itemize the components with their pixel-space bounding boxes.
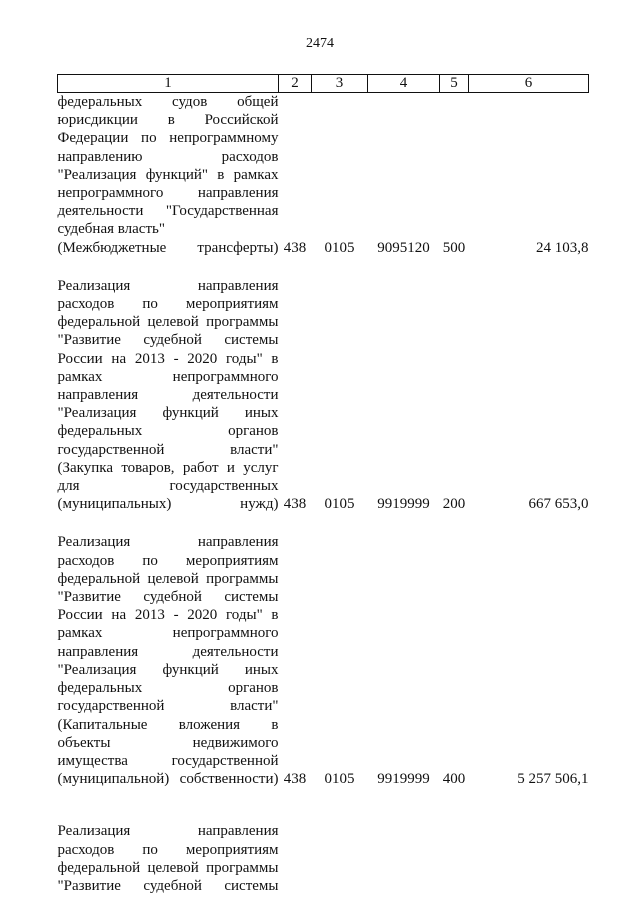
row-gl-code: 438 (283, 496, 307, 513)
row-description (58, 822, 279, 895)
row-section-code (312, 822, 368, 895)
description-line: федеральных судов общей (57, 94, 279, 110)
description-line: (муниципальной) собственности) (57, 771, 279, 788)
row-gl-code: 438 (283, 771, 307, 788)
description-line: "Реализация функций иных (57, 661, 279, 678)
description-line: расходов по мероприятиям (57, 296, 279, 313)
row-expense-type: 200 (442, 496, 466, 513)
row-section-code: 0105 (324, 771, 355, 788)
row-description (58, 533, 279, 788)
table-row (58, 533, 589, 788)
description-line: федеральных органов (57, 423, 279, 440)
description-line: направления деятельности (57, 643, 279, 660)
description-line: государственной власти" (57, 698, 279, 715)
description-line: рамках непрограммного (57, 368, 279, 385)
row-amount: 667 653,0 (528, 496, 589, 513)
row-amount: 5 257 506,1 (517, 771, 589, 788)
row-description (58, 277, 279, 514)
row-expense-type: 400 (442, 771, 466, 788)
row-target-code (368, 822, 440, 895)
description-line: (Капитальные вложения в (57, 716, 279, 733)
description-line: направления деятельности (57, 387, 279, 404)
description-line: объекты недвижимого (57, 734, 279, 751)
column-number-row (58, 75, 589, 93)
description-line: (Межбюджетные трансферты) (57, 239, 279, 256)
description-line: России на 2013 - 2020 годы" в (57, 350, 279, 367)
column-header-4: 4 (368, 75, 440, 93)
budget-table (57, 74, 589, 895)
description-line: непрограммного направления (57, 185, 279, 202)
column-header-5: 5 (440, 75, 469, 93)
description-line: направлению расходов (57, 148, 279, 165)
description-line: "Развитие судебной системы (57, 877, 279, 894)
description-line: федеральной целевой программы (57, 859, 279, 876)
description-line: судебная власть" (57, 221, 165, 238)
description-line: расходов по мероприятиям (57, 552, 279, 569)
row-target-code: 9095120 (377, 239, 430, 256)
column-header-1: 1 (58, 75, 279, 93)
description-line: "Реализация функций" в рамках (57, 166, 279, 183)
description-line: "Реализация функций иных (57, 405, 279, 422)
row-expense-type: 500 (442, 239, 466, 256)
row-target-code: 9919999 (377, 771, 430, 788)
description-line: расходов по мероприятиям (57, 841, 279, 858)
row-gl-code: 438 (283, 239, 307, 256)
row-amount: 24 103,8 (536, 239, 589, 256)
description-line: "Развитие судебной системы (57, 332, 279, 349)
description-line: федеральных органов (57, 680, 279, 697)
description-line: России на 2013 - 2020 годы" в (57, 607, 279, 624)
description-line: государственной власти" (57, 441, 279, 458)
description-line: юрисдикции в Российской (57, 112, 279, 129)
row-amount (469, 822, 589, 895)
column-header-6: 6 (469, 75, 589, 93)
description-line: федеральной целевой программы (57, 314, 279, 331)
description-line: деятельности "Государственная (57, 203, 279, 220)
description-line: федеральной целевой программы (57, 570, 279, 587)
column-header-3: 3 (312, 75, 368, 93)
description-line: имущества государственной (57, 752, 279, 769)
description-line: Реализация направления (57, 823, 279, 840)
row-section-code: 0105 (324, 496, 355, 513)
table-row (58, 277, 589, 514)
column-header-2: 2 (279, 75, 312, 93)
row-description (58, 93, 279, 257)
row-section-code: 0105 (324, 239, 355, 256)
page-number: 2474 (306, 36, 334, 51)
row-gl-code (279, 822, 312, 895)
description-line: (муниципальных) нужд) (57, 496, 279, 513)
table-row (58, 93, 589, 257)
description-line: Реализация направления (57, 534, 279, 551)
description-line: Федерации по непрограммному (57, 130, 279, 147)
description-line: для государственных (57, 478, 279, 495)
row-target-code: 9919999 (377, 496, 430, 513)
description-line: рамках непрограммного (57, 625, 279, 642)
description-line: (Закупка товаров, работ и услуг (57, 459, 279, 476)
description-line: "Развитие судебной системы (57, 589, 279, 606)
description-line: Реализация направления (57, 277, 279, 294)
table-row (58, 822, 589, 895)
row-expense-type (440, 822, 469, 895)
